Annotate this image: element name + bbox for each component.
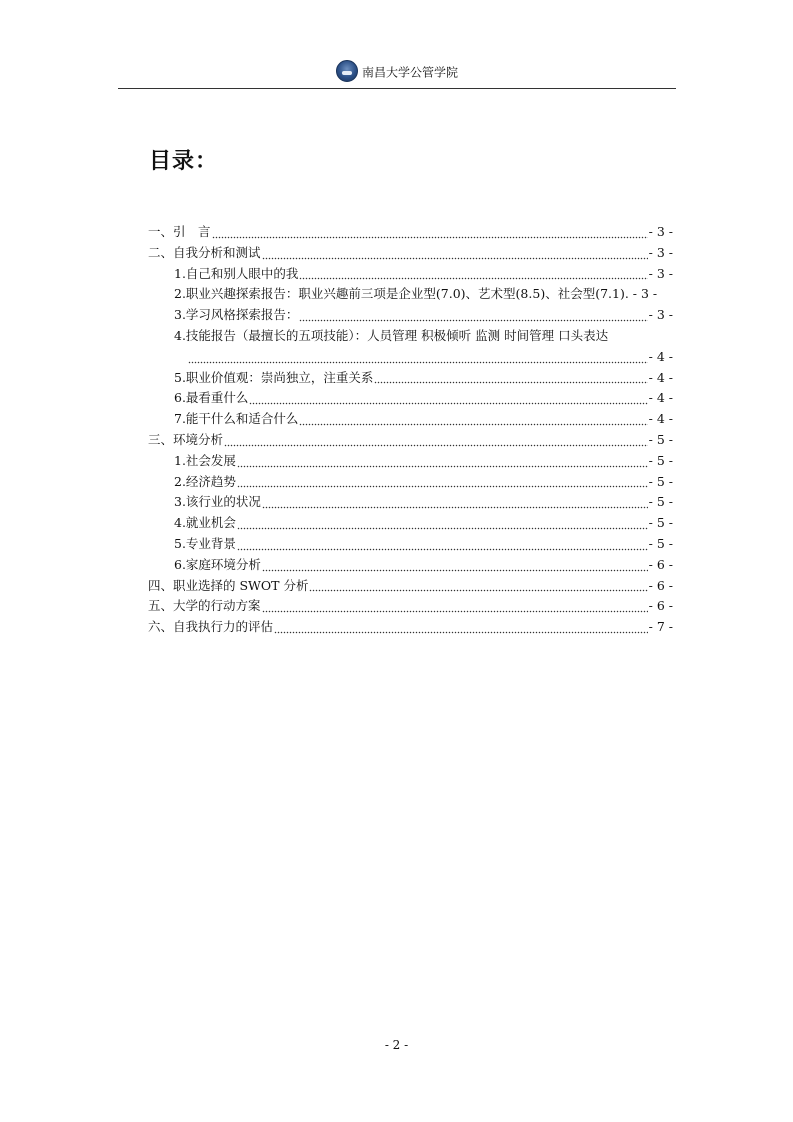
toc-entry[interactable] — [148, 451, 673, 472]
dot-leader — [262, 610, 648, 614]
toc-entry-page: - 4 - — [648, 369, 673, 385]
toc-entry-title: 五、大学的行动方案 — [148, 598, 261, 614]
toc-entry-page: - 3 - — [648, 307, 673, 323]
toc-entry-page: - 4 - — [648, 411, 673, 427]
header-content — [118, 60, 676, 85]
toc-entry-title: 1.社会发展 — [174, 452, 236, 468]
toc-entry-title: 六、自我执行力的评估 — [148, 619, 274, 635]
toc-entry-page: - 5 - — [648, 431, 673, 447]
toc-entry-page: - 6 - — [648, 556, 673, 572]
dot-leader — [309, 589, 647, 593]
toc-entry-title: 5.专业背景 — [174, 535, 236, 551]
toc-entry-title: 5.职业价值观：崇尚独立，注重关系 — [174, 369, 374, 385]
toc-entry-title: 二、自我分析和测试 — [148, 244, 261, 260]
toc-entry[interactable] — [148, 596, 673, 617]
toc-entry-page: - 4 - — [648, 348, 673, 364]
toc-entry-page: - 6 - — [648, 577, 673, 593]
toc-entry-page: - 5 - — [648, 473, 673, 489]
toc-entry[interactable] — [148, 492, 673, 513]
header-title: 南昌大学公管学院 — [361, 65, 458, 80]
dot-leader — [237, 548, 648, 552]
toc-entry[interactable] — [148, 576, 673, 597]
dot-leader — [299, 277, 647, 281]
toc-entry[interactable] — [148, 222, 673, 243]
toc-entry[interactable] — [148, 409, 673, 430]
toc-entry-page: - 5 - — [648, 535, 673, 551]
toc-entry-page: - 3 - — [648, 244, 673, 260]
toc-entry-title: 6.家庭环境分析 — [174, 556, 261, 572]
dot-leader — [262, 506, 648, 510]
toc-title: 目录： — [149, 149, 219, 174]
toc-entry-title: 2.经济趋势 — [174, 473, 236, 489]
toc-entry-page: - 3 - — [648, 265, 673, 281]
toc-entry-title: 6.最看重什么 — [174, 390, 249, 406]
toc-entry-page: . - 3 - — [624, 286, 658, 302]
toc-entry-title: 3.该行业的状况 — [174, 494, 261, 510]
toc-entry[interactable] — [148, 555, 673, 576]
dot-leader — [237, 527, 648, 531]
toc-entry-page: - 5 - — [648, 494, 673, 510]
university-seal-icon — [336, 60, 358, 82]
page-number: - 2 - — [384, 1038, 409, 1052]
dot-leader — [237, 465, 648, 469]
toc-entry[interactable] — [148, 388, 673, 409]
toc-entry[interactable] — [148, 513, 673, 534]
toc-entry-title: 1.自己和别人眼中的我 — [174, 265, 299, 281]
toc-entry-page: - 5 - — [648, 452, 673, 468]
toc-entry[interactable] — [148, 472, 673, 493]
toc-entry[interactable] — [148, 243, 673, 264]
toc-entry[interactable] — [148, 430, 673, 451]
toc-entry-page: - 6 - — [648, 598, 673, 614]
toc-entry-wrapped[interactable] — [148, 284, 673, 305]
toc-entry-page: - 5 - — [648, 515, 673, 531]
toc-entry-title: 2.职业兴趣探索报告：职业兴趣前三项是企业型(7.0)、艺术型(8.5)、社会型(7.1) — [174, 286, 625, 302]
toc-entry[interactable] — [148, 264, 673, 285]
dot-leader — [237, 485, 648, 489]
toc-entry-wrapped[interactable] — [148, 326, 673, 347]
table-of-contents — [148, 222, 673, 638]
toc-entry-title: 4.就业机会 — [174, 515, 236, 531]
toc-entry-title: 4.技能报告（最擅长的五项技能）：人员管理 积极倾听 监测 时间管理 口头表达 — [174, 327, 609, 343]
toc-entry-title: 3.学习风格探索报告： — [174, 307, 299, 323]
toc-entry-title: 四、职业选择的 SWOT 分析 — [148, 577, 309, 593]
toc-entry-page: - 4 - — [648, 390, 673, 406]
toc-entry-title: 一、引 言 — [148, 224, 211, 239]
dot-leader — [262, 257, 648, 261]
toc-entry-title: 三、环境分析 — [148, 431, 224, 447]
dot-leader — [299, 319, 647, 323]
dot-leader — [262, 569, 648, 573]
toc-entry-continuation[interactable] — [148, 347, 673, 368]
dot-leader — [249, 402, 647, 406]
dot-leader — [224, 444, 648, 448]
dot-leader — [274, 631, 648, 635]
toc-entry[interactable] — [148, 368, 673, 389]
toc-entry[interactable] — [148, 617, 673, 638]
dot-leader — [299, 423, 647, 427]
toc-entry-page: - 3 - — [648, 224, 673, 239]
dot-leader — [212, 236, 648, 240]
toc-entry-title: 7.能干什么和适合什么 — [174, 411, 299, 427]
dot-leader — [188, 361, 648, 365]
dot-leader — [374, 381, 647, 385]
toc-entry[interactable] — [148, 305, 673, 326]
toc-entry-page: - 7 - — [648, 619, 673, 635]
toc-entry[interactable] — [148, 534, 673, 555]
page-header — [118, 58, 676, 89]
